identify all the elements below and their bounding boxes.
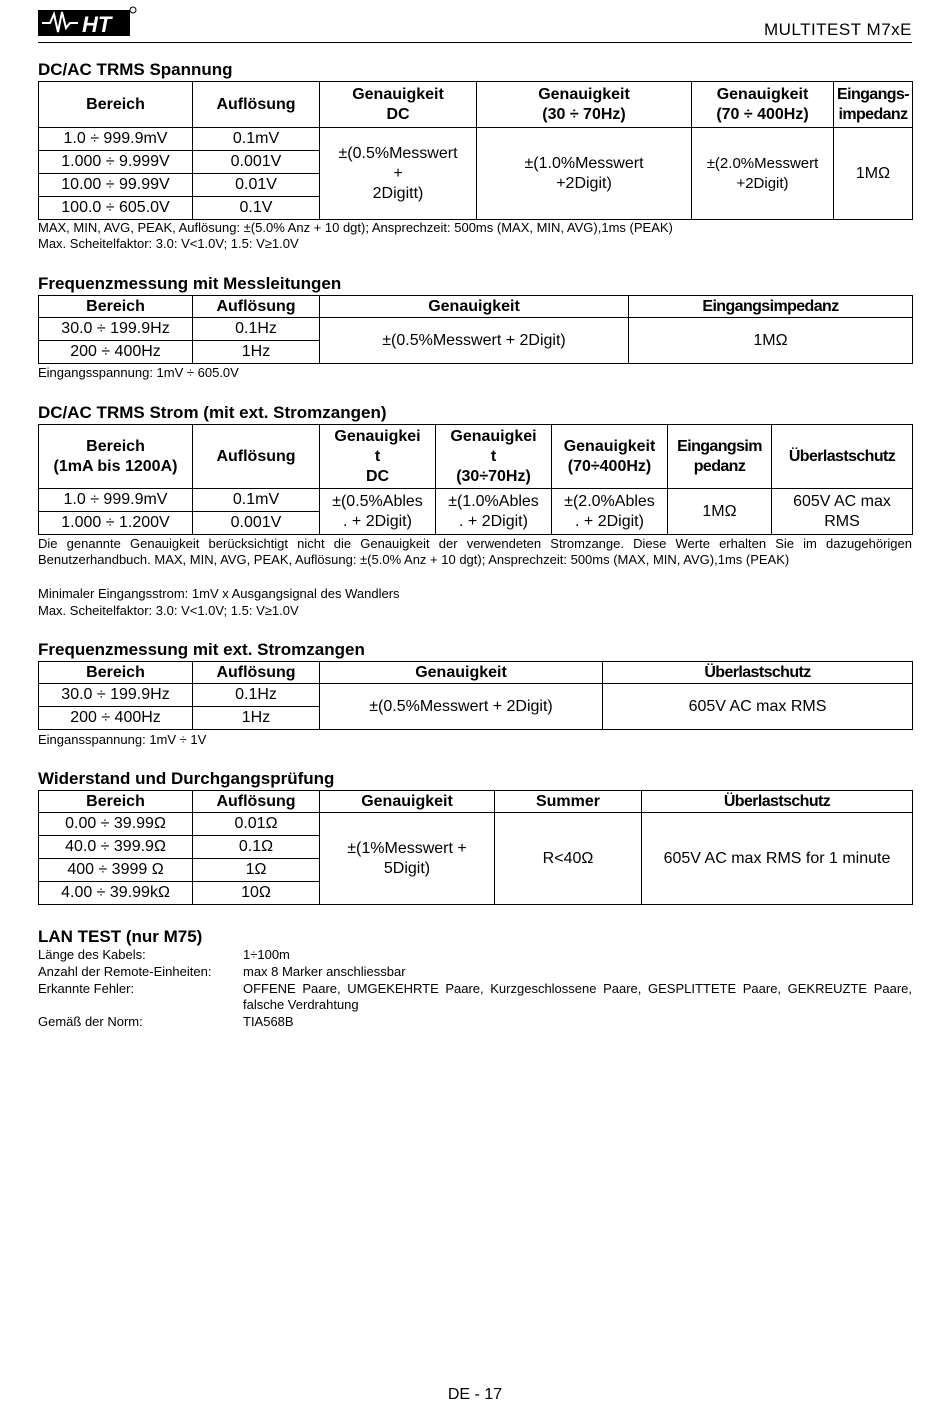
lan-item-label: Anzahl der Remote-Einheiten:: [38, 964, 212, 979]
header-input-impedance: Eingangsim pedanz: [668, 425, 772, 489]
cell-resolution: 0.1mV: [193, 489, 320, 512]
cell-resolution: 1Hz: [193, 341, 320, 364]
cell-resolution: 0.001V: [193, 512, 320, 535]
page-number: DE - 17: [447, 1386, 503, 1403]
cell-resolution: 0.1Hz: [193, 684, 320, 707]
header-range: Bereich: [39, 791, 193, 813]
cell-range: 100.0 ÷ 605.0V: [39, 197, 193, 220]
header-resolution: Auflösung: [193, 791, 320, 813]
table-header-row: [39, 425, 913, 489]
cell-accuracy-30-70hz: ±(1.0%Messwert +2Digit): [477, 128, 692, 220]
header-accuracy: Genauigkeit: [320, 662, 603, 684]
cell-range: 40.0 ÷ 399.9Ω: [39, 836, 193, 859]
lan-item-value: max 8 Marker anschliessbar: [243, 964, 406, 979]
cell-range: 1.000 ÷ 9.999V: [39, 151, 193, 174]
cell-overload-protection: 605V AC max RMS: [603, 684, 913, 730]
note-crest-factor: Max. Scheitelfaktor: 3.0: V<1.0V; 1.5: V≥1.0V: [38, 236, 299, 251]
header-accuracy-dc: Genauigkei t DC: [320, 425, 436, 489]
cell-range: 1.0 ÷ 999.9mV: [39, 489, 193, 512]
table-row: [39, 318, 913, 341]
table-row: [39, 813, 913, 836]
list-item: [38, 964, 912, 980]
table-frequency-leads: [38, 295, 913, 364]
cell-resolution: 0.1mV: [193, 128, 320, 151]
cell-overload-protection: 605V AC max RMS: [772, 489, 913, 535]
note-crest-factor: Max. Scheitelfaktor: 3.0: V<1.0V; 1.5: V≥1.0V: [38, 603, 299, 618]
note-input-voltage: Eingangsspannung: 1mV ÷ 605.0V: [38, 365, 239, 380]
header-range: Bereich (1mA bis 1200A): [39, 425, 193, 489]
list-item: [38, 1014, 912, 1030]
header-resolution: Auflösung: [193, 662, 320, 684]
lan-item-value: TIA568B: [243, 1014, 294, 1029]
header-overload-protection: Überlastschutz: [603, 662, 913, 684]
cell-resolution: 1Ω: [193, 859, 320, 882]
cell-range: 30.0 ÷ 199.9Hz: [39, 318, 193, 341]
table-header-row: [39, 82, 913, 128]
table-header-row: [39, 662, 913, 684]
cell-range: 0.00 ÷ 39.99Ω: [39, 813, 193, 836]
cell-accuracy-70-400hz: ±(2.0%Messwert +2Digit): [692, 128, 834, 220]
table-row: [39, 128, 913, 151]
table-header-row: [39, 791, 913, 813]
section-title-dc-ac-current: DC/AC TRMS Strom (mit ext. Stromzangen): [38, 403, 387, 422]
header-input-impedance: Eingangsimpedanz: [629, 296, 913, 318]
brand-text: HT: [82, 12, 112, 37]
lan-item-value: 1÷100m: [243, 947, 290, 962]
header-divider: [38, 42, 912, 43]
header-resolution: Auflösung: [193, 296, 320, 318]
header-accuracy-70-400hz: Genauigkeit (70 ÷ 400Hz): [692, 82, 834, 128]
cell-accuracy: ±(0.5%Messwert + 2Digit): [320, 684, 603, 730]
cell-resolution: 0.01V: [193, 174, 320, 197]
header-buzzer: Summer: [495, 791, 642, 813]
header-accuracy-30-70hz: Genauigkeit (30 ÷ 70Hz): [477, 82, 692, 128]
section-title-lan-test: LAN TEST (nur M75): [38, 927, 203, 946]
cell-range: 200 ÷ 400Hz: [39, 341, 193, 364]
cell-input-impedance: 1MΩ: [629, 318, 913, 364]
cell-range: 1.0 ÷ 999.9mV: [39, 128, 193, 151]
cell-range: 10.00 ÷ 99.99V: [39, 174, 193, 197]
cell-accuracy-30-70hz: ±(1.0%Ables . + 2Digit): [436, 489, 552, 535]
table-header-row: [39, 296, 913, 318]
header-accuracy: Genauigkeit: [320, 791, 495, 813]
cell-accuracy: ±(0.5%Messwert + 2Digit): [320, 318, 629, 364]
header-range: Bereich: [39, 296, 193, 318]
header-accuracy-70-400hz: Genauigkeit (70÷400Hz): [552, 425, 668, 489]
table-dc-ac-current: [38, 424, 913, 535]
document-title: MULTITEST M7xE: [763, 20, 912, 39]
header-accuracy-dc: Genauigkeit DC: [320, 82, 477, 128]
table-row: [39, 684, 913, 707]
cell-accuracy-dc: ±(0.5%Messwert + 2Digitt): [320, 128, 477, 220]
header-input-impedance: Eingangs- impedanz: [834, 82, 913, 128]
lan-item-value: OFFENE Paare, UMGEKEHRTE Paare, Kurzgeschlossene Paare, GESPLITTETE Paare, GEKREUZTE Paare, falsche Verdrahtung: [243, 981, 912, 1012]
cell-resolution: 0.1Ω: [193, 836, 320, 859]
cell-resolution: 1Hz: [193, 707, 320, 730]
table-dc-ac-voltage: [38, 81, 913, 220]
cell-resolution: 0.1Hz: [193, 318, 320, 341]
cell-overload-protection: 605V AC max RMS for 1 minute: [642, 813, 913, 905]
header-resolution: Auflösung: [193, 82, 320, 128]
section-title-frequency-clamps: Frequenzmessung mit ext. Stromzangen: [38, 640, 365, 659]
table-frequency-clamps: [38, 661, 913, 730]
table-resistance-continuity: [38, 790, 913, 905]
section-title-dc-ac-voltage: DC/AC TRMS Spannung: [38, 60, 233, 79]
list-item: [38, 981, 912, 1013]
cell-accuracy-dc: ±(0.5%Ables . + 2Digit): [320, 489, 436, 535]
cell-range: 1.000 ÷ 1.200V: [39, 512, 193, 535]
section-title-frequency-leads: Frequenzmessung mit Messleitungen: [38, 274, 342, 293]
list-item: [38, 947, 912, 963]
header-range: Bereich: [39, 82, 193, 128]
note-peak-accuracy: MAX, MIN, AVG, PEAK, Auflösung: ±(5.0% Anz + 10 dgt); Ansprechzeit: 500ms (MAX, MIN, AVG),1ms (PEAK): [38, 220, 673, 235]
header-accuracy: Genauigkeit: [320, 296, 629, 318]
cell-range: 4.00 ÷ 39.99kΩ: [39, 882, 193, 905]
note-input-voltage: Eingansspannung: 1mV ÷ 1V: [38, 732, 207, 747]
cell-resolution: 0.001V: [193, 151, 320, 174]
cell-resolution: 10Ω: [193, 882, 320, 905]
table-row: [39, 489, 913, 512]
header-accuracy-30-70hz: Genauigkei t (30÷70Hz): [436, 425, 552, 489]
lan-item-label: Länge des Kabels:: [38, 947, 146, 962]
cell-resolution: 0.01Ω: [193, 813, 320, 836]
header-range: Bereich: [39, 662, 193, 684]
section-title-resistance-continuity: Widerstand und Durchgangsprüfung: [38, 769, 335, 788]
cell-resolution: 0.1V: [193, 197, 320, 220]
cell-accuracy-70-400hz: ±(2.0%Ables . + 2Digit): [552, 489, 668, 535]
cell-range: 200 ÷ 400Hz: [39, 707, 193, 730]
cell-input-impedance: 1MΩ: [668, 489, 772, 535]
lan-item-label: Erkannte Fehler:: [38, 981, 135, 996]
note-min-input-current: Minimaler Eingangsstrom: 1mV x Ausgangsignal des Wandlers: [38, 586, 400, 601]
note-clamp-accuracy: Die genannte Genauigkeit berücksichtigt nicht die Genauigkeit der verwendeten Stromzange. Diese Werte erhalten Sie im dazugehörigen Benutzerhandbuch. MAX, MIN, AVG, PEAK, Auflösung: ±(5.0% Anz + 10 dgt); Ansprechzeit: 500ms (MAX, MIN, AVG),1ms (PEAK): [38, 536, 912, 567]
cell-input-impedance: 1MΩ: [834, 128, 913, 220]
cell-accuracy: ±(1%Messwert + 5Digit): [320, 813, 495, 905]
header-overload-protection: Überlastschutz: [642, 791, 913, 813]
cell-buzzer-threshold: R<40Ω: [495, 813, 642, 905]
ht-logo: [38, 6, 138, 38]
cell-range: 400 ÷ 3999 Ω: [39, 859, 193, 882]
cell-range: 30.0 ÷ 199.9Hz: [39, 684, 193, 707]
lan-item-label: Gemäß der Norm:: [38, 1014, 143, 1029]
header-resolution: Auflösung: [193, 425, 320, 489]
header-overload-protection: Überlastschutz: [772, 425, 913, 489]
